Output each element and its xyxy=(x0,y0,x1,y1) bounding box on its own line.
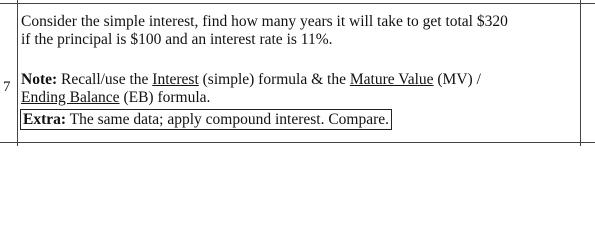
note-line-2 xyxy=(21,89,481,107)
table-top-border xyxy=(0,3,595,4)
note-paragraph xyxy=(21,71,481,107)
note-text-middle: (simple) formula & the xyxy=(198,71,350,88)
table-left-column-border xyxy=(17,0,18,146)
note-line-1 xyxy=(21,71,481,89)
note-text-before: Recall/use the xyxy=(57,71,153,88)
table-bottom-border xyxy=(0,142,595,143)
question-line-1: Consider the simple interest, find how many years it will take to get total $320 xyxy=(21,13,508,30)
question-line-2: if the principal is $100 and an interest rate is 11%. xyxy=(21,31,333,48)
note-text-after: (MV) / xyxy=(433,71,481,88)
extra-text: The same data; apply compound interest. Compare. xyxy=(66,111,390,128)
problem-number: 7 xyxy=(3,79,11,95)
extra-label: Extra: xyxy=(23,111,67,128)
interest-term: Interest xyxy=(152,71,199,88)
note-text-end: (EB) formula. xyxy=(119,89,211,106)
ending-balance-term: Ending Balance xyxy=(21,89,120,106)
question-text xyxy=(21,13,508,49)
extra-task-box xyxy=(20,109,392,130)
table-right-column-border xyxy=(580,0,581,146)
note-label: Note: xyxy=(21,71,58,88)
mature-value-term: Mature Value xyxy=(349,71,434,88)
